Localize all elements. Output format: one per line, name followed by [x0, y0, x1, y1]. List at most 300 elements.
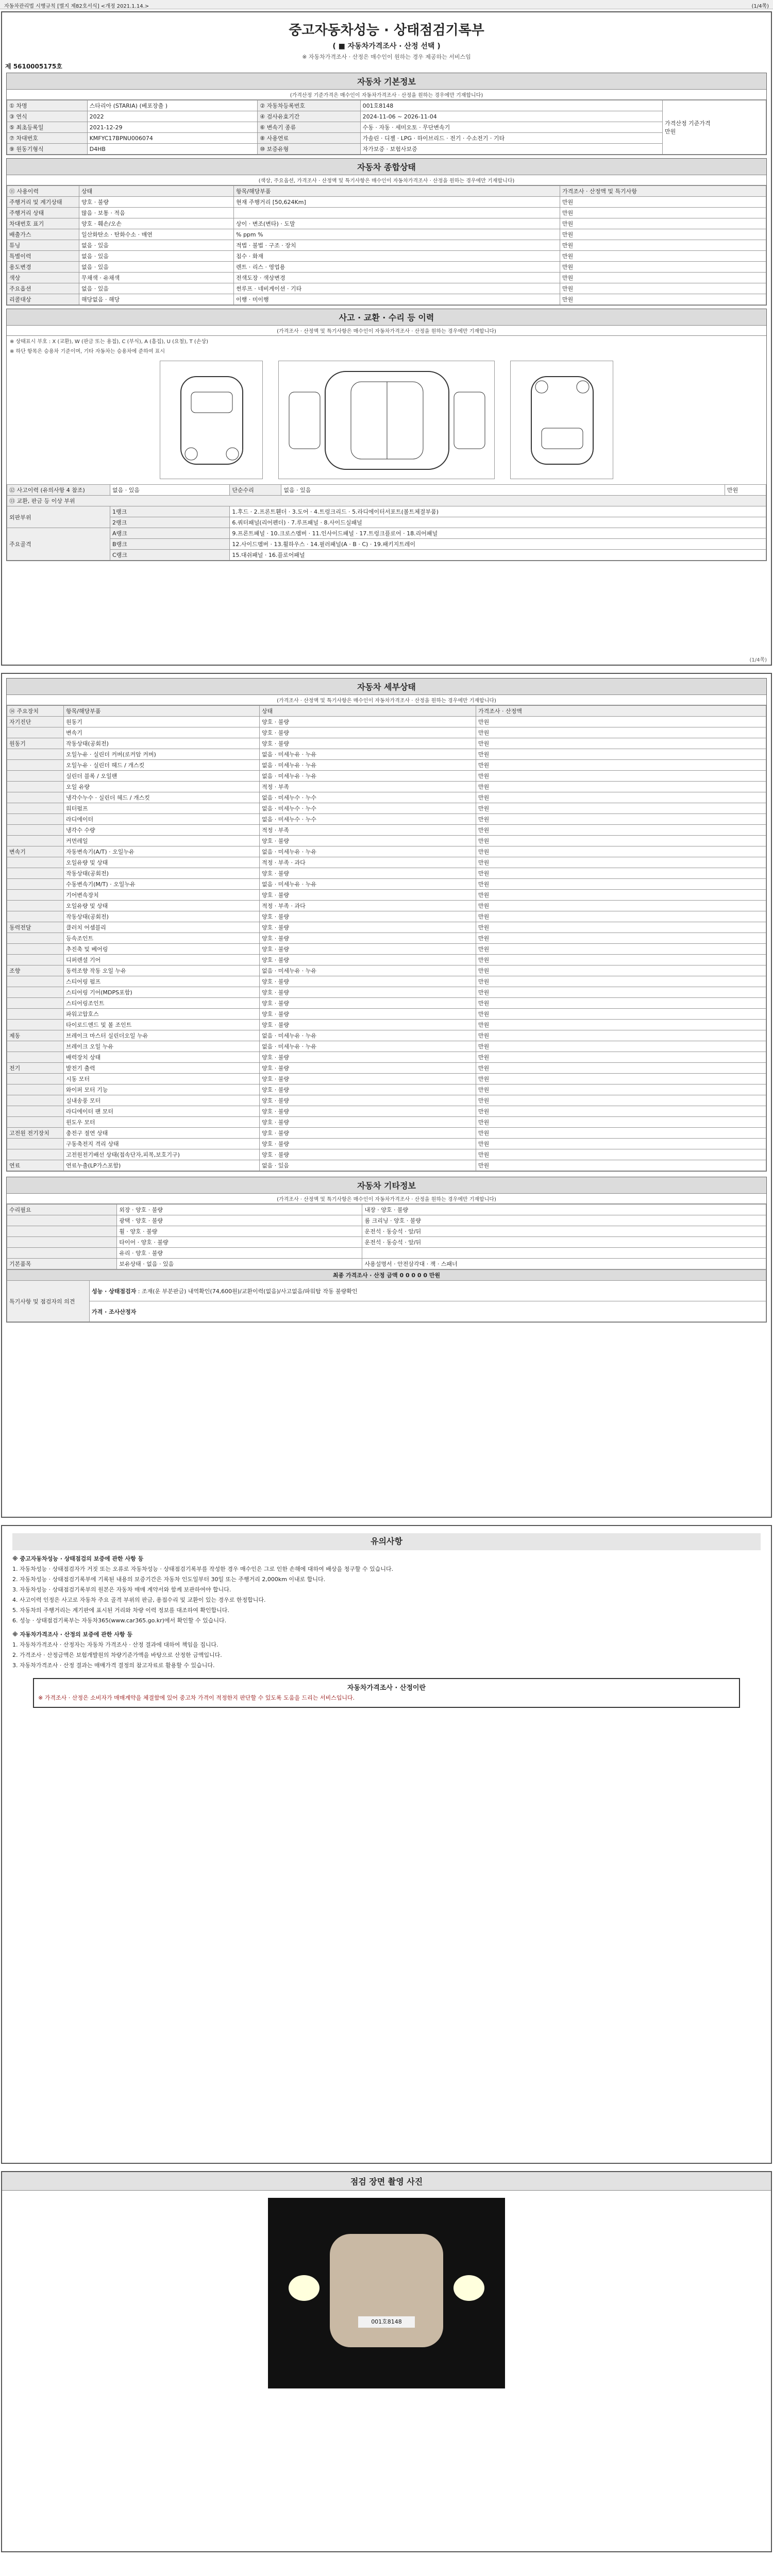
- summary-cell-item: 이행 · 미이행: [234, 294, 560, 305]
- etc-row: [7, 1248, 766, 1259]
- etc-row: [7, 1259, 766, 1269]
- summary-section: [6, 158, 767, 306]
- form-header-left: 자동차관리법 시행규칙 [별지 제82호서식] <개정 2021.1.14.>: [4, 4, 149, 9]
- detail-cell: 구동축전지 격리 상태: [64, 1139, 260, 1149]
- detail-row: [7, 1009, 766, 1020]
- basic-cell: ① 차명: [7, 100, 88, 111]
- detail-cell: 없음 · 미세누수 · 누수: [260, 814, 476, 825]
- detail-header: ⑭ 주요장치: [7, 706, 64, 717]
- summary-row: [7, 229, 766, 240]
- summary-cell-k: 색상: [7, 273, 79, 283]
- simple-repair-label: 단순수리: [230, 485, 281, 496]
- detail-cell: [7, 814, 64, 825]
- detail-cell: [7, 792, 64, 803]
- basic-info-note: (가격산정 기준가격은 매수인이 자동차가격조사 · 산정을 원하는 경우에만 기재합니다): [7, 90, 766, 100]
- detail-row: [7, 922, 766, 933]
- sheet-page-1: [1, 11, 772, 666]
- detail-cell: [7, 879, 64, 890]
- basic-cell: ③ 연식: [7, 111, 88, 122]
- detail-price: 만원: [476, 1063, 766, 1074]
- accident-title: 사고 · 교환 · 수리 등 이력: [7, 309, 766, 326]
- summary-cell-m: 만원: [560, 251, 766, 262]
- notice-box-text: ※ 가격조사 · 산정은 소비자가 매매계약을 체결함에 있어 중고차 가격이 적정한지 판단할 수 있도록 도움을 드리는 서비스입니다.: [38, 1694, 355, 1702]
- detail-cell: 적정 · 부족 · 과다: [260, 857, 476, 868]
- detail-cell: 양호 · 불량: [260, 1009, 476, 1020]
- etc-cell: [7, 1226, 117, 1237]
- detail-row: [7, 1128, 766, 1139]
- detail-cell: 양호 · 불량: [260, 1106, 476, 1117]
- etc-cell: 사용설명서 · 안전삼각대 · 잭 · 스패너: [362, 1259, 766, 1269]
- detail-cell: 없음 · 미세누수 · 누수: [260, 792, 476, 803]
- detail-row: [7, 879, 766, 890]
- summary-cell-state: 양호 · 훼손/오손: [79, 218, 234, 229]
- notice-paragraph: 4. 사고이력 인정은 사고로 자동차 주요 골격 부위의 판금, 용접수리 및 교환이 있는 경우로 한정합니다.: [12, 1596, 266, 1603]
- summary-cell-state: 없음 · 있음: [79, 283, 234, 294]
- summary-cell-item: 썬루프 · 네비게이션 · 기타: [234, 283, 560, 294]
- basic-cell: ⑦ 차대번호: [7, 133, 88, 144]
- detail-row: [7, 933, 766, 944]
- detail-price: 만원: [476, 857, 766, 868]
- detail-cell: 양호 · 불량: [260, 933, 476, 944]
- notice-paragraph: 2. 자동차성능 · 상태점검기록부에 기록된 내용의 보증기간은 자동차 인도일부터 30일 또는 주행거리 2,000km 이내로 합니다.: [12, 1575, 326, 1583]
- detail-price: 만원: [476, 1074, 766, 1084]
- doc-number: 제 5610005175호: [5, 63, 62, 70]
- summary-cell-m: 만원: [560, 208, 766, 218]
- notice-title: 유의사항: [12, 1533, 761, 1550]
- summary-cell-state: 해당없음 · 해당: [79, 294, 234, 305]
- detail-cell: 없음 · 미세누유 · 누유: [260, 846, 476, 857]
- detail-cell: 양호 · 불량: [260, 1063, 476, 1074]
- detail-price: 만원: [476, 1160, 766, 1171]
- detail-cell: 양호 · 불량: [260, 922, 476, 933]
- etc-cell: 보유상태 · 없음 · 있음: [117, 1259, 362, 1269]
- detail-cell: 동력조향 작동 오일 누유: [64, 965, 260, 976]
- summary-cell-k: 주행거리 상태: [7, 208, 79, 218]
- summary-cell-item: [234, 208, 560, 218]
- detail-row: [7, 1084, 766, 1095]
- detail-cell: 스티어링 기어(MDPS포함): [64, 987, 260, 998]
- summary-row: [7, 240, 766, 251]
- detail-cell: 양호 · 불량: [260, 1074, 476, 1084]
- detail-cell: [7, 987, 64, 998]
- notice-paragraph: 3. 자동차가격조사 · 산정 결과는 매매가격 결정의 참고자료로 활용할 수 있습니다.: [12, 1662, 215, 1669]
- detail-cell: 냉각수 수량: [64, 825, 260, 836]
- basic-cell: ④ 검사유효기간: [258, 111, 360, 122]
- summary-row: [7, 294, 766, 305]
- detail-row: [7, 1041, 766, 1052]
- detail-row: [7, 911, 766, 922]
- detail-cell: [7, 1041, 64, 1052]
- basic-cell: ⑥ 변속기 종류: [258, 122, 360, 133]
- summary-cell-k: 주요옵션: [7, 283, 79, 294]
- detail-price: 만원: [476, 1106, 766, 1117]
- pricer-label: 가격 · 조사산정자: [92, 1308, 137, 1315]
- detail-row: [7, 814, 766, 825]
- detail-cell: 와이퍼 모터 기능: [64, 1084, 260, 1095]
- detail-header: 항목/해당부품: [64, 706, 260, 717]
- detail-price: 만원: [476, 901, 766, 911]
- basic-cell: ⑤ 최초등록일: [7, 122, 88, 133]
- detail-cell: [7, 901, 64, 911]
- summary-cell-m: 만원: [560, 262, 766, 273]
- detail-cell: 양호 · 불량: [260, 1117, 476, 1128]
- detail-row: [7, 1106, 766, 1117]
- rankC-items: 15.대쉬패널 · 16.플로어패널: [230, 550, 766, 561]
- frame-label: 주요골격: [7, 528, 110, 561]
- summary-table: [7, 185, 766, 305]
- notice-paragraph: 2. 가격조사 · 산정금액은 보험개발원의 차량기준가액을 바탕으로 산정한 금액입니다.: [12, 1652, 222, 1659]
- detail-cell: 냉각수누수 · 실린더 헤드 / 개스킷: [64, 792, 260, 803]
- detail-cell: 작동상태(공회전): [64, 911, 260, 922]
- detail-cell: 수동변속기(M/T) · 오일누유: [64, 879, 260, 890]
- detail-row: [7, 771, 766, 782]
- price-base: [662, 100, 766, 155]
- detail-cell: 자동변속기(A/T) · 오일누유: [64, 846, 260, 857]
- etc-section: [6, 1177, 767, 1323]
- notice-paragraph: 1. 자동차가격조사 · 산정자는 자동차 가격조사 · 산정 결과에 대하여 책임을 집니다.: [12, 1641, 219, 1649]
- summary-row: [7, 283, 766, 294]
- detail-cell: 오일유량 및 상태: [64, 857, 260, 868]
- summary-cell-m: 만원: [560, 240, 766, 251]
- summary-cell-m: 만원: [560, 283, 766, 294]
- detail-price: 만원: [476, 911, 766, 922]
- detail-cell: 고전원 전기장치: [7, 1128, 64, 1139]
- detail-cell: 제동: [7, 1030, 64, 1041]
- detail-cell: [7, 868, 64, 879]
- summary-cell-m: 만원: [560, 273, 766, 283]
- detail-price: 만원: [476, 879, 766, 890]
- basic-cell: 001호8148: [360, 100, 662, 111]
- detail-cell: [7, 782, 64, 792]
- accident-history-label: ⑫ 사고이력 (유의사항 4 참조): [7, 485, 110, 496]
- rankC-label: C랭크: [110, 550, 230, 561]
- detail-cell: [7, 825, 64, 836]
- summary-title: 자동차 종합상태: [7, 159, 766, 175]
- detail-cell: 라디에이터 팬 모터: [64, 1106, 260, 1117]
- summary-cell-item: % ppm %: [234, 229, 560, 240]
- detail-price: 만원: [476, 987, 766, 998]
- detail-price: 만원: [476, 976, 766, 987]
- detail-cell: 스티어링조인트: [64, 998, 260, 1009]
- summary-cell-k: 주행거리 및 계기상태: [7, 197, 79, 208]
- detail-cell: 충전구 절연 상태: [64, 1128, 260, 1139]
- notice-box-title: 자동차가격조사 · 산정이란: [347, 1684, 426, 1692]
- detail-cell: 원동기: [7, 738, 64, 749]
- price-base-unit: 만원: [664, 128, 676, 135]
- summary-cell-item: 렌트 · 리스 · 영업용: [234, 262, 560, 273]
- detail-price: 만원: [476, 792, 766, 803]
- detail-row: [7, 803, 766, 814]
- etc-cell: [7, 1248, 117, 1259]
- detail-price: 만원: [476, 727, 766, 738]
- final-price-label: 최종 가격조사 · 산정 금액: [332, 1272, 398, 1279]
- detail-cell: [7, 944, 64, 955]
- detail-cell: 없음 · 미세누수 · 누수: [260, 803, 476, 814]
- inspector-label: 성능 · 상태점검자: [92, 1287, 137, 1295]
- doc-subtitle: ( ■ 자동차가격조사 · 산정 선택 ): [332, 42, 441, 50]
- detail-price: 만원: [476, 890, 766, 901]
- detail-cell: 오일 유량: [64, 782, 260, 792]
- detail-cell: [7, 771, 64, 782]
- basic-cell: ② 자동차등록번호: [258, 100, 360, 111]
- basic-cell: 2021-12-29: [87, 122, 258, 133]
- detail-cell: 라디에이터: [64, 814, 260, 825]
- basic-cell: KMFYC17BPNU006074: [87, 133, 258, 144]
- detail-cell: 워터펌프: [64, 803, 260, 814]
- etc-cell: [7, 1237, 117, 1248]
- outer-panel-label: 외판부위: [7, 506, 110, 528]
- summary-cell-state: 양호 · 불량: [79, 197, 234, 208]
- detail-row: [7, 760, 766, 771]
- etc-cell: 유리 · 양호 · 불량: [117, 1248, 362, 1259]
- detail-cell: [7, 1009, 64, 1020]
- detail-row: [7, 1139, 766, 1149]
- notice-heading-2: ※ 자동차가격조사 · 산정의 보증에 관한 사항 등: [12, 1631, 132, 1638]
- basic-cell: ⑧ 사용연료: [258, 133, 360, 144]
- detail-header: 가격조사 · 산정액: [476, 706, 766, 717]
- detail-row: [7, 1030, 766, 1041]
- detail-cell: [7, 1074, 64, 1084]
- summary-cell-m: 만원: [560, 229, 766, 240]
- etc-title: 자동차 기타정보: [7, 1177, 766, 1194]
- detail-price: 만원: [476, 1139, 766, 1149]
- detail-cell: 추진축 및 베어링: [64, 944, 260, 955]
- detail-cell: 실내송풍 모터: [64, 1095, 260, 1106]
- detail-row: [7, 1149, 766, 1160]
- detail-row: [7, 1063, 766, 1074]
- detail-price: 만원: [476, 955, 766, 965]
- sheet-page-3: [1, 1525, 772, 2164]
- detail-row: [7, 846, 766, 857]
- detail-cell: [7, 976, 64, 987]
- detail-cell: [7, 933, 64, 944]
- detail-cell: 원동기: [64, 717, 260, 727]
- rankB-items: 12.사이드멤버 · 13.휠하우스 · 14.필러패널(A · B · C) · 19.패키지트레이: [230, 539, 766, 550]
- detail-note: (가격조사 · 산정액 및 특기사항은 매수인이 자동차가격조사 · 산정을 원하는 경우에만 기재합니다): [7, 695, 766, 705]
- detail-cell: 양호 · 불량: [260, 976, 476, 987]
- detail-table: [7, 705, 766, 1171]
- summary-cell-state: 일산화탄소 · 탄화수소 · 매연: [79, 229, 234, 240]
- detail-cell: 적정 · 부족: [260, 782, 476, 792]
- detail-cell: [7, 803, 64, 814]
- detail-price: 만원: [476, 868, 766, 879]
- detail-row: [7, 1160, 766, 1171]
- summary-cell-item: 현재 주행거리 [50,624Km]: [234, 197, 560, 208]
- detail-cell: 적정 · 부족: [260, 825, 476, 836]
- etc-cell: 휠 · 양호 · 불량: [117, 1226, 362, 1237]
- detail-row: [7, 749, 766, 760]
- detail-row: [7, 836, 766, 846]
- summary-row: [7, 251, 766, 262]
- detail-cell: 전기: [7, 1063, 64, 1074]
- etc-row: [7, 1226, 766, 1237]
- detail-cell: [7, 911, 64, 922]
- detail-row: [7, 868, 766, 879]
- detail-price: 만원: [476, 1149, 766, 1160]
- notice-paragraph: 1. 자동차성능 · 상태점검자가 거짓 또는 오류로 자동차성능 · 상태점검기록부를 작성한 경우 매수인은 그로 인한 손해에 대하여 배상을 청구할 수 있습니다.: [12, 1565, 394, 1572]
- detail-cell: 배력장치 상태: [64, 1052, 260, 1063]
- summary-header: 상태: [79, 186, 234, 197]
- detail-price: 만원: [476, 749, 766, 760]
- detail-row: [7, 1095, 766, 1106]
- form-header-right: (1/4쪽): [751, 4, 769, 9]
- basic-cell: D4HB: [87, 144, 258, 155]
- summary-header: 항목/해당부품: [234, 186, 560, 197]
- page-number: (1/4쪽): [749, 657, 767, 663]
- plate-front: 001호8148: [358, 2316, 415, 2328]
- basic-row: [7, 111, 766, 122]
- detail-cell: 양호 · 불량: [260, 1084, 476, 1095]
- rank2-label: 2랭크: [110, 517, 230, 528]
- detail-cell: 양호 · 불량: [260, 1128, 476, 1139]
- summary-cell-k: 튜닝: [7, 240, 79, 251]
- basic-cell: ⑩ 보증유형: [258, 144, 360, 155]
- car-front-diagram: [160, 361, 263, 479]
- detail-cell: 타이로드엔드 및 볼 조인트: [64, 1020, 260, 1030]
- basic-row: [7, 133, 766, 144]
- summary-header: 가격조사 · 산정액 및 특기사항: [560, 186, 766, 197]
- detail-row: [7, 1052, 766, 1063]
- etc-cell: 운전석 · 동승석 · 앞/뒤: [362, 1226, 766, 1237]
- detail-price: 만원: [476, 965, 766, 976]
- sheet-page-2: [1, 673, 772, 1518]
- detail-cell: 양호 · 불량: [260, 1020, 476, 1030]
- detail-row: [7, 998, 766, 1009]
- doc-title: 중고자동차성능 · 상태점검기록부: [289, 23, 484, 38]
- detail-cell: 고전원전기배선 상태(접속단자,피복,보호기구): [64, 1149, 260, 1160]
- accident-history-value: 없음 · 있음: [110, 485, 230, 496]
- detail-cell: [7, 890, 64, 901]
- etc-row: [7, 1237, 766, 1248]
- detail-price: 만원: [476, 922, 766, 933]
- detail-price: 만원: [476, 1009, 766, 1020]
- etc-table: [7, 1204, 766, 1269]
- detail-cell: 없음 · 미세누유 · 누유: [260, 760, 476, 771]
- basic-row: [7, 144, 766, 155]
- detail-cell: 발전기 출력: [64, 1063, 260, 1074]
- rank1-items: 1.후드 · 2.프론트휀더 · 3.도어 · 4.트렁크리드: [232, 509, 347, 515]
- basic-cell: 2022: [87, 111, 258, 122]
- detail-cell: 양호 · 불량: [260, 955, 476, 965]
- basic-cell: ⑨ 원동기형식: [7, 144, 88, 155]
- summary-cell-item: 상이 · 변조(변타) · 도말: [234, 218, 560, 229]
- detail-cell: [7, 749, 64, 760]
- rank2-items: 6.쿼터패널(리어펜더) · 7.루프패널 · 8.사이드실패널: [230, 517, 766, 528]
- summary-cell-k: 차대번호 표기: [7, 218, 79, 229]
- detail-price: 만원: [476, 1128, 766, 1139]
- summary-row: [7, 208, 766, 218]
- detail-cell: 작동상태(공회전): [64, 868, 260, 879]
- detail-cell: 양호 · 불량: [260, 1139, 476, 1149]
- summary-cell-state: 무채색 · 유채색: [79, 273, 234, 283]
- detail-header: 상태: [260, 706, 476, 717]
- detail-price: 만원: [476, 1020, 766, 1030]
- detail-cell: [7, 1095, 64, 1106]
- etc-cell: 광택 · 양호 · 불량: [117, 1215, 362, 1226]
- detail-cell: 동력전달: [7, 922, 64, 933]
- etc-cell: [362, 1248, 766, 1259]
- detail-cell: 양호 · 불량: [260, 987, 476, 998]
- detail-cell: 양호 · 불량: [260, 717, 476, 727]
- summary-cell-k: 용도변경: [7, 262, 79, 273]
- rankB-label: B랭크: [110, 539, 230, 550]
- detail-row: [7, 944, 766, 955]
- detail-cell: [7, 1149, 64, 1160]
- summary-cell-m: 만원: [560, 294, 766, 305]
- rankA-label: A랭크: [110, 528, 230, 539]
- detail-price: 만원: [476, 825, 766, 836]
- basic-row: [7, 122, 766, 133]
- detail-row: [7, 738, 766, 749]
- etc-cell: 기본품목: [7, 1259, 117, 1269]
- sheet-page-4: [1, 2171, 772, 2552]
- basic-cell: 스타리아 (STARIA) (베포장출 ): [87, 100, 258, 111]
- detail-cell: 작동상태(공회전): [64, 738, 260, 749]
- summary-header: ⑪ 사용이력: [7, 186, 79, 197]
- detail-cell: 없음 · 미세누유 · 누유: [260, 879, 476, 890]
- detail-row: [7, 857, 766, 868]
- detail-cell: 자기진단: [7, 717, 64, 727]
- detail-cell: 없음 · 미세누유 · 누유: [260, 965, 476, 976]
- inspector-opinion: 조재(운 부분판금) 내역확인(74,600원)/교환이력(없음)/사고없음/파워탑 작동 불량확인: [141, 1287, 358, 1295]
- accident-note: (가격조사 · 산정액 및 특기사항은 매수인이 자동차가격조사 · 산정을 원하는 경우에만 기재합니다): [7, 326, 766, 336]
- detail-row: [7, 717, 766, 727]
- accident-legend-2: ※ 하단 항목은 승용차 기준이며, 기타 자동차는 승용차에 준하여 표시: [10, 349, 165, 354]
- detail-price: 만원: [476, 782, 766, 792]
- etc-cell: 타이어 · 양호 · 불량: [117, 1237, 362, 1248]
- detail-cell: 조향: [7, 965, 64, 976]
- basic-cell: 2024-11-06 ~ 2026-11-04: [360, 111, 662, 122]
- summary-cell-m: 만원: [560, 218, 766, 229]
- inspection-photo-front: [268, 2198, 505, 2388]
- detail-cell: [7, 998, 64, 1009]
- basic-cell: 수동 · 자동 · 세미오토 · 무단변속기: [360, 122, 662, 133]
- detail-cell: [7, 1020, 64, 1030]
- notice-paragraph: 5. 자동차의 주행거리는 계기판에 표시된 거리와 차량 이력 정보를 대조하여 확인합니다.: [12, 1607, 229, 1614]
- summary-row: [7, 197, 766, 208]
- doc-note: ※ 자동차가격조사 · 산정은 매수인이 원하는 경우 제공하는 서비스임: [302, 54, 471, 60]
- detail-cell: 클러치 어셈블리: [64, 922, 260, 933]
- detail-cell: 양호 · 불량: [260, 998, 476, 1009]
- special-label: 특기사항 및 점검자의 의견: [7, 1281, 90, 1322]
- detail-price: 만원: [476, 1052, 766, 1063]
- summary-row: [7, 273, 766, 283]
- basic-info-section: [6, 73, 767, 155]
- etc-row: [7, 1205, 766, 1215]
- accident-table: ⑫ 사고이력 (유의사항 4 참조) 없음 · 있음 단순수리 없음 · 있음 만원 ⑬ 교환, 판금 등 이상 부위 외판부위 1랭크 1.후드 · 2.프론트휀더 · 3.도어 · 4.트렁크리드 · 5.라디에이터서포트(볼트체결부품) 2랭크 6.쿼터패널(리어펜더) · 7.루프패널 · 8.사이드실패널 주요골격 A랭크 9.프론트패널 · 10.크로스멤버 · 11.인사이드패널 · 17.트렁크플로어 · 18.리어패널 B랭크 12.사이드멤버 · 13.휠하우스 · 14.필러패널(A · B · C) · 19.패키지트레이 C랭크 15.대쉬패널 · 16.플로어패널: [7, 484, 766, 561]
- detail-cell: 적정 · 부족 · 과다: [260, 901, 476, 911]
- detail-cell: [7, 836, 64, 846]
- detail-row: [7, 901, 766, 911]
- notice-box: [33, 1678, 740, 1707]
- detail-row: [7, 965, 766, 976]
- detail-price: 만원: [476, 1095, 766, 1106]
- detail-price: 만원: [476, 944, 766, 955]
- detail-row: [7, 890, 766, 901]
- detail-cell: 브레이크 오일 누유: [64, 1041, 260, 1052]
- car-rear-diagram: [510, 361, 613, 479]
- detail-cell: 디퍼렌셜 기어: [64, 955, 260, 965]
- detail-row: [7, 782, 766, 792]
- accident-section: [6, 309, 767, 561]
- etc-cell: 내장 · 양호 · 불량: [362, 1205, 766, 1215]
- notice: [2, 1526, 771, 1721]
- summary-row: [7, 262, 766, 273]
- detail-cell: 변속기: [7, 846, 64, 857]
- detail-price: 만원: [476, 933, 766, 944]
- summary-note: (색상, 주요옵션, 가격조사 · 산정액 및 특기사항은 매수인이 자동차가격조사 · 산정을 원하는 경우에만 기재합니다): [7, 175, 766, 185]
- detail-cell: 양호 · 불량: [260, 911, 476, 922]
